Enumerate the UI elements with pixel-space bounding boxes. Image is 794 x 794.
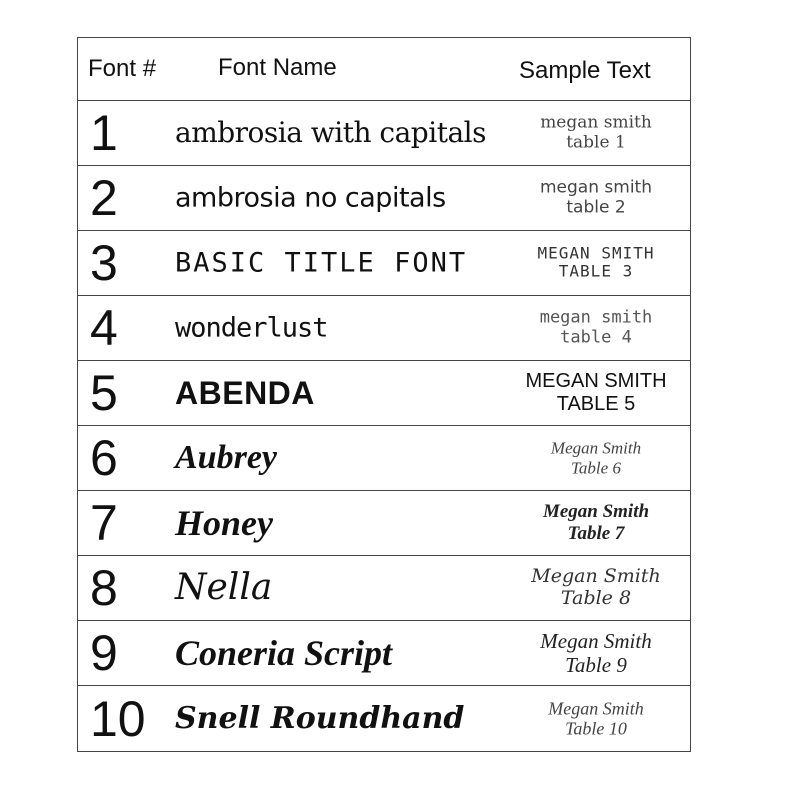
sample-line-1: megan smith: [539, 307, 653, 328]
font-number: 1: [90, 105, 118, 161]
font-table: [77, 37, 691, 752]
font-name: Coneria Script: [175, 633, 393, 673]
font-number: 3: [90, 235, 118, 291]
sample-text: [501, 245, 691, 282]
table-row: [78, 491, 690, 556]
header-font-name: Font Name: [218, 54, 337, 81]
sample-line-1: MEGAN SMITH: [525, 370, 667, 392]
sample-line-2: Table 7: [567, 523, 625, 544]
font-name: BASIC TITLE FONT: [175, 247, 468, 279]
sample-line-1: Megan Smith: [550, 438, 642, 458]
sample-text: [501, 566, 691, 610]
font-name: ambrosia with capitals: [175, 116, 486, 149]
table-row: [78, 101, 690, 166]
font-name: Snell Roundhand: [175, 700, 465, 736]
table-row: [78, 426, 690, 491]
sample-text: [501, 629, 691, 677]
sample-text: [501, 501, 691, 545]
font-number: 7: [90, 495, 118, 551]
font-number: 2: [90, 170, 118, 226]
font-name: Nella: [175, 567, 273, 608]
font-name: Aubrey: [175, 439, 277, 476]
header-font-number: Font #: [88, 55, 157, 82]
sample-line-2: TABLE 5: [556, 393, 636, 415]
font-number: 4: [90, 300, 118, 356]
sample-line-1: Megan Smith: [531, 565, 661, 588]
font-number: 5: [90, 365, 118, 421]
font-name: wonderlust: [175, 312, 328, 344]
table-header: [78, 38, 690, 101]
sample-text: [501, 178, 691, 217]
sample-text: [501, 438, 691, 477]
font-number: 10: [90, 690, 146, 747]
sample-line-2: Table 8: [560, 587, 632, 609]
sample-text: [501, 113, 691, 152]
sample-line-1: Megan Smith: [542, 501, 650, 523]
sample-line-2: table 2: [566, 197, 626, 217]
sample-line-2: TABLE 3: [558, 262, 634, 281]
font-number: 8: [90, 560, 118, 616]
sample-line-2: table 4: [560, 327, 632, 347]
font-name: Honey: [175, 503, 273, 543]
table-row: [78, 296, 690, 361]
sample-line-1: Megan Smith: [540, 628, 652, 653]
sample-text: [501, 370, 691, 416]
table-row: [78, 361, 690, 426]
table-row: [78, 621, 690, 686]
sample-line-2: Table 10: [565, 718, 627, 739]
font-name: ambrosia no capitals: [175, 182, 446, 214]
sample-line-2: Table 6: [571, 458, 621, 477]
sample-text: [501, 308, 691, 347]
sample-line-2: table 1: [566, 132, 626, 152]
table-row: [78, 166, 690, 231]
sample-line-2: Table 9: [565, 653, 627, 677]
table-row: [78, 231, 690, 296]
table-row: [78, 556, 690, 621]
sample-line-1: megan smith: [540, 112, 652, 133]
sample-text: [501, 698, 691, 739]
header-sample-text: Sample Text: [519, 57, 651, 84]
font-name: ABENDA: [175, 375, 315, 411]
table-row: [78, 686, 690, 751]
font-number: 9: [90, 625, 118, 681]
font-number: 6: [90, 430, 118, 486]
sample-line-1: MEGAN SMITH: [537, 243, 655, 263]
sample-line-1: megan smith: [540, 177, 652, 198]
sample-line-1: Megan Smith: [548, 697, 644, 718]
